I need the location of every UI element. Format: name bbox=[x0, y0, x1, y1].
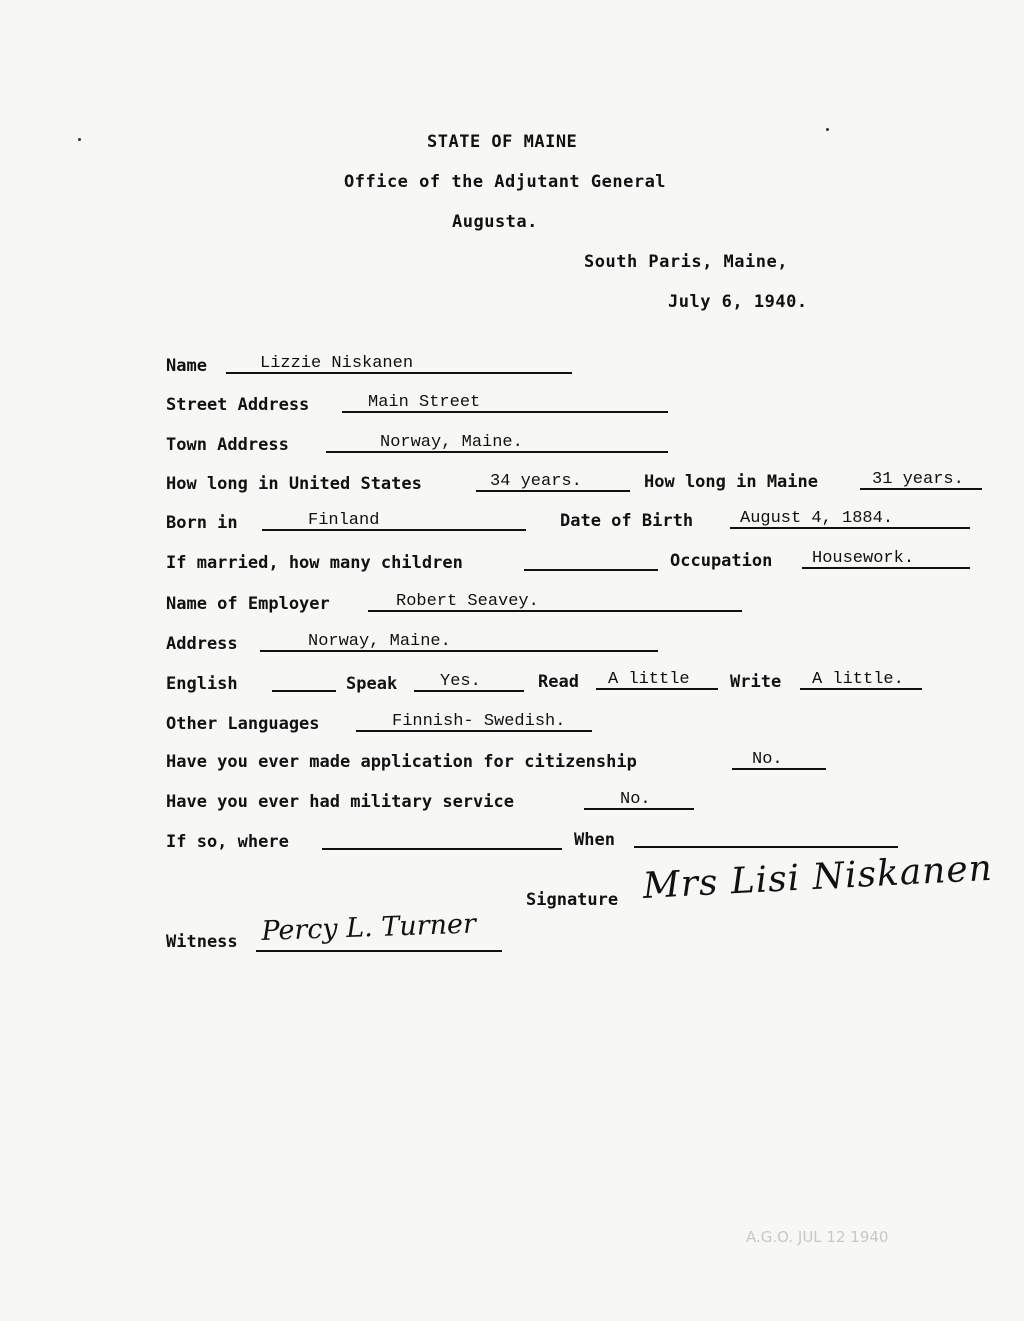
place-line: South Paris, Maine, bbox=[584, 252, 788, 272]
employer-value: Robert Seavey. bbox=[396, 592, 539, 611]
where-label: If so, where bbox=[166, 832, 289, 852]
children-label: If married, how many children bbox=[166, 553, 463, 573]
us-years-label: How long in United States bbox=[166, 474, 422, 494]
dob-value: August 4, 1884. bbox=[740, 509, 894, 528]
signature-label: Signature bbox=[526, 890, 619, 910]
born-label: Born in bbox=[166, 513, 238, 533]
when-line bbox=[634, 846, 898, 848]
dob-label: Date of Birth bbox=[560, 511, 694, 531]
english-label: English bbox=[166, 674, 238, 694]
other-languages-label: Other Languages bbox=[166, 714, 320, 734]
write-label: Write bbox=[730, 672, 782, 692]
read-value: A little bbox=[608, 670, 690, 689]
city-heading: Augusta. bbox=[452, 212, 538, 232]
town-value: Norway, Maine. bbox=[380, 433, 523, 452]
received-stamp: A.G.O. JUL 12 1940 bbox=[746, 1228, 889, 1246]
speak-label: Speak bbox=[346, 674, 398, 694]
us-years-value: 34 years. bbox=[490, 472, 582, 491]
paper-speck bbox=[78, 138, 81, 141]
state-heading: STATE OF MAINE bbox=[427, 132, 578, 152]
other-languages-value: Finnish- Swedish. bbox=[392, 712, 566, 731]
children-line bbox=[524, 569, 658, 571]
citizenship-label: Have you ever made application for citizenship bbox=[166, 752, 637, 772]
write-value: A little. bbox=[812, 670, 904, 689]
address-value: Norway, Maine. bbox=[308, 632, 451, 651]
signature-handwriting: Mrs Lisi Niskanen bbox=[641, 847, 994, 907]
born-value: Finland bbox=[308, 511, 380, 530]
maine-years-label: How long in Maine bbox=[644, 472, 818, 492]
paper-speck bbox=[826, 128, 829, 131]
when-label: When bbox=[574, 830, 615, 850]
employer-label: Name of Employer bbox=[166, 594, 330, 614]
where-line bbox=[322, 848, 562, 850]
office-heading: Office of the Adjutant General bbox=[344, 172, 667, 192]
witness-label: Witness bbox=[166, 932, 238, 952]
english-line bbox=[272, 690, 336, 692]
date-line: July 6, 1940. bbox=[668, 292, 808, 312]
name-label: Name bbox=[166, 356, 207, 376]
street-value: Main Street bbox=[368, 393, 481, 412]
occupation-value: Housework. bbox=[812, 549, 915, 568]
name-value: Lizzie Niskanen bbox=[260, 354, 414, 373]
witness-handwriting: Percy L. Turner bbox=[260, 908, 477, 947]
read-label: Read bbox=[538, 672, 579, 692]
military-label: Have you ever had military service bbox=[166, 792, 514, 812]
citizenship-value: No. bbox=[752, 750, 783, 769]
maine-years-value: 31 years. bbox=[872, 470, 964, 489]
speak-value: Yes. bbox=[440, 672, 481, 691]
occupation-label: Occupation bbox=[670, 551, 773, 571]
witness-line bbox=[256, 950, 502, 952]
address-label: Address bbox=[166, 634, 238, 654]
born-line bbox=[262, 529, 526, 531]
street-label: Street Address bbox=[166, 395, 310, 415]
town-label: Town Address bbox=[166, 435, 289, 455]
military-value: No. bbox=[620, 790, 651, 809]
